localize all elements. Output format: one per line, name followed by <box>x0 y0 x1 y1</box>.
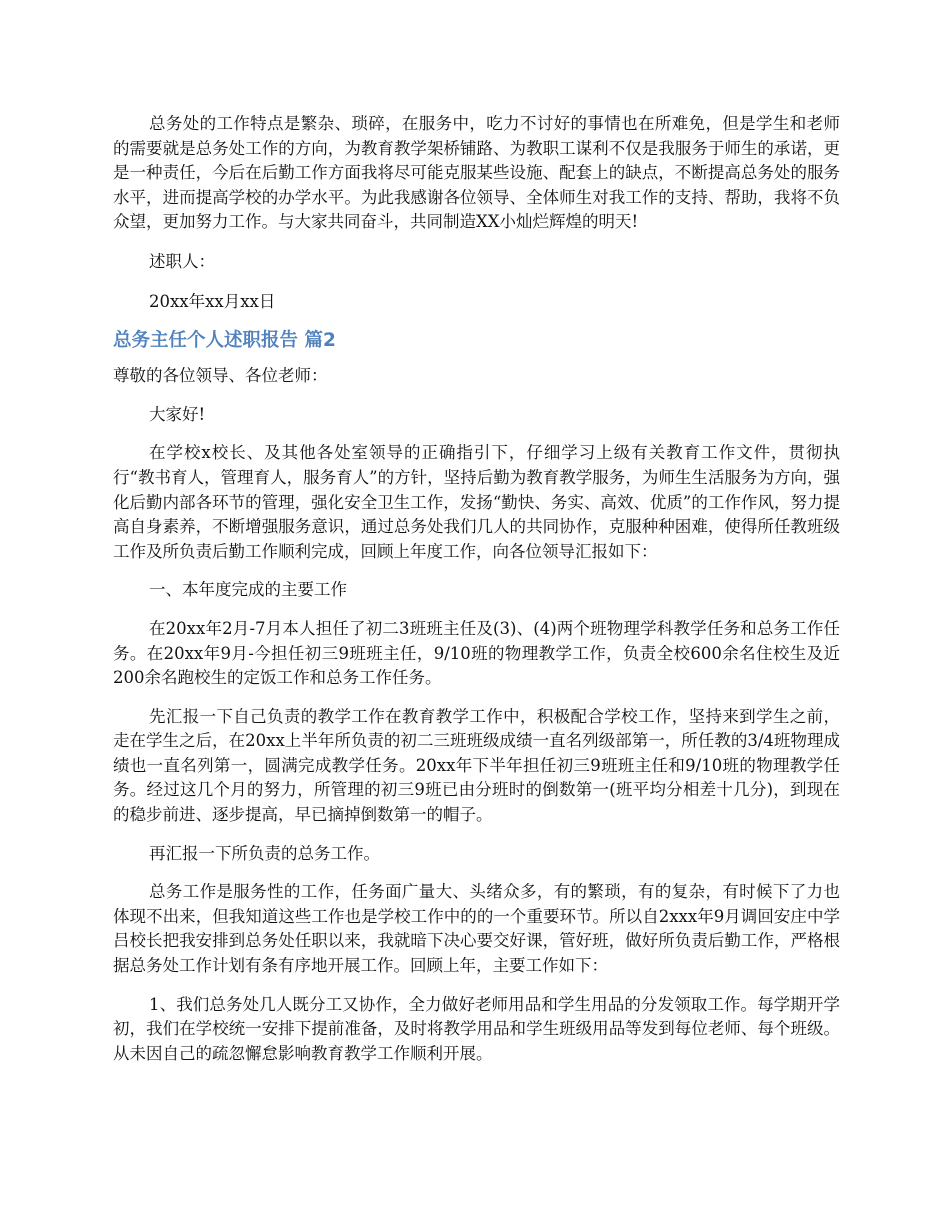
greeting: 大家好! <box>149 404 206 424</box>
section-heading-part2: 总务主任个人述职报告 篇2 <box>113 330 336 352</box>
reporter-label: 述职人： <box>149 251 215 271</box>
paragraph-general-affairs-intro: 再汇报一下所负责的总务工作。 <box>149 843 380 863</box>
paragraph-general-affairs: 总务工作是服务性的工作，任务面广量大、头绪众多，有的繁琐，有的复杂，有时候下了力也体现不出来，但我知道这些工作也是学校工作中的的一个重要环节。所以自2xxx年9月调回安庄中学吕校长把我安排到总务处任职以来，我就暗下决心要交好课，管好班，做好所负责后勤工作，严格根据总务处工作计划有条有序地开展工作。回顾上年，主要工作如下： <box>113 882 840 976</box>
salutation: 尊敬的各位领导、各位老师： <box>113 366 328 386</box>
section-title-main-work: 一、本年度完成的主要工作 <box>149 580 347 600</box>
paragraph-teaching: 先汇报一下自己负责的教学工作在教育教学工作中，积极配合学校工作，坚持来到学生之前，走在学生之后，在20xx上半年所负责的初二三班班级成绩一直名列级部第一，所任教的3/4班物理成绩也一直名列第一，圆满完成教学任务。20xx年下半年担任初三9班班主任和9/10班的物理教学任务。经过这几个月的努力，所管理的初三9班已由分班时的倒数第一(班平均分相差十几分)，到现在的稳步前进、逐步提高，早已摘掉倒数第一的帽子。 <box>113 706 840 825</box>
document-body <box>113 112 840 1066</box>
paragraph-duties: 在20xx年2月-7月本人担任了初二3班班主任及(3)、(4)两个班物理学科教学任务和总务工作任务。在20xx年9月-今担任初三9班班主任，9/10班的物理教学工作，负责全校600余名住校生及近200余名跑校生的定饭工作和总务工作任务。 <box>113 618 840 688</box>
paragraph-closing: 总务处的工作特点是繁杂、琐碎，在服务中，吃力不讨好的事情也在所难免，但是学生和老师的需要就是总务处工作的方向，为教育教学架桥铺路、为教职工谋利不仅是我服务于师生的承诺，更是一种责任，今后在后勤工作方面我将尽可能克服某些设施、配套上的缺点，不断提高总务处的服务水平，进而提高学校的办学水平。为此我感谢各位领导、全体师生对我工作的支持、帮助，我将不负众望，更加努力工作。与大家共同奋斗，共同制造XX小灿烂辉煌的明天! <box>113 114 840 232</box>
list-item-1: 1、我们总务处几人既分工又协作，全力做好老师用品和学生用品的分发领取工作。每学期开学初，我们在学校统一安排下提前准备，及时将教学用品和学生班级用品等发到每位老师、每个班级。从未因自己的疏忽懈怠影响教育教学工作顺利开展。 <box>113 994 840 1063</box>
paragraph-intro: 在学校x校长、及其他各处室领导的正确指引下，仔细学习上级有关教育工作文件，贯彻执行“教书育人，管理育人，服务育人”的方针，坚持后勤为教育教学服务，为师生生活服务为方向，强化后勤内部各环节的管理，强化安全卫生工作，发扬“勤快、务实、高效、优质”的工作作风，努力提高自身素养，不断增强服务意识，通过总务处我们几人的共同协作，克服种种困难，使得所任教班级工作及所负责后勤工作顺利完成，回顾上年度工作，向各位领导汇报如下： <box>113 443 840 561</box>
report-date: 20xx年xx月xx日 <box>149 291 276 311</box>
